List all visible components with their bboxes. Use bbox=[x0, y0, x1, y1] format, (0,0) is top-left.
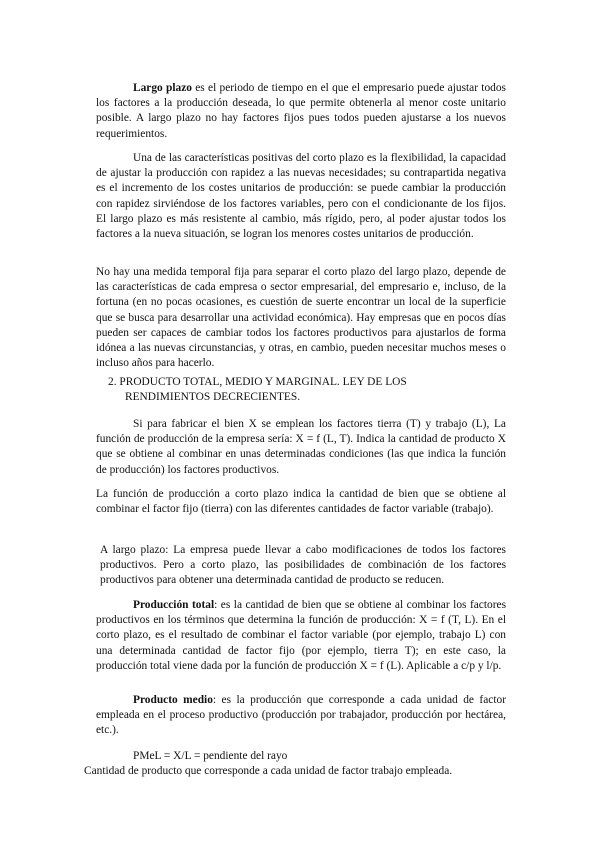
paragraph-largo-plazo bbox=[96, 81, 506, 142]
paragraph-largo-plazo-modificaciones bbox=[100, 543, 506, 589]
paragraph-text: es el periodo de tiempo en el que el empresario puede ajustar todos los factores a la producción deseada, lo que permite obtenerla al menor coste unitario posible. A largo plazo no hay factores fijos pues todos pueden ajustarse a los nuevos requerimientos. bbox=[96, 82, 506, 140]
term-produccion-total: Producción total bbox=[133, 599, 215, 611]
section-heading bbox=[108, 375, 508, 405]
heading-line-2: RENDIMIENTOS DECRECIENTES. bbox=[125, 391, 301, 404]
term-largo-plazo: Largo plazo bbox=[133, 82, 192, 94]
paragraph-produccion-total bbox=[96, 598, 506, 674]
paragraph-producto-medio bbox=[96, 693, 506, 739]
paragraph-text: No hay una medida temporal fija para separar el corto plazo del largo plazo, depende de las características de cada empresa o sector empresarial, del empresario e, incluso, de la fortuna (en no pocas ocasiones, es cuestión de suerte encontrar un local de la superficie que se busca para desarrollar una actividad económica). Hay empresas que en pocos días pueden ser capaces de cambiar todos los factores productivos para ajustarlos de forma idónea a las nuevas circunstancias, y otras, en cambio, pueden necesitar muchos meses o incluso años para hacerlo. bbox=[96, 266, 506, 370]
formula-caption: Cantidad de producto que corresponde a cada unidad de factor trabajo empleada. bbox=[84, 765, 453, 777]
paragraph-text: La función de producción a corto plazo indica la cantidad de bien que se obtiene al combinar el factor fijo (tierra) con las diferentes cantidades de factor variable (trabajo). bbox=[96, 488, 506, 516]
paragraph-medida-temporal bbox=[96, 265, 506, 371]
paragraph-text: Si para fabricar el bien X se emplean los factores tierra (T) y trabajo (L), La función de producción de la empresa sería: X = f (L, T). Indica la cantidad de producto X que se obtiene al combinar en unas determinadas condiciones (las que indica la función de producción) los factores productivos. bbox=[96, 418, 506, 476]
formula-pmel: PMeL = X/L = pendiente del rayo bbox=[133, 750, 288, 762]
paragraph-text: Una de las características positivas del corto plazo es la flexibilidad, la capacidad de ajustar la producción con rapidez a las nuevas necesidades; su contrapartida negativa es el incremento de los costes unitarios de producción: se puede cambiar la producción con rapidez sirviéndose de los factores variables, pero con el condicionante de los fijos. El largo plazo es más resistente al cambio, más rígido, pero, al poder ajustar todos los factores a la nueva situación, se logran los menores costes unitarios de producción. bbox=[96, 152, 506, 241]
paragraph-text: A largo plazo: La empresa puede llevar a cabo modificaciones de todos los factores productivos. Pero a corto plazo, las posibilidades de combinación de los factores productivos para obtener una determinada cantidad de producto se reducen. bbox=[100, 544, 506, 587]
paragraph-flexibilidad bbox=[96, 151, 506, 242]
heading-line-1: 2. PRODUCTO TOTAL, MEDIO Y MARGINAL. LEY DE LOS bbox=[108, 376, 407, 388]
paragraph-text: : es la cantidad de bien que se obtiene al combinar los factores productivos en los términos que determina la función de producción: X = f (T, L). En el corto plazo, es el resultado de combinar el factor variable (por ejemplo, trabajo L) con una determinada cantidad de factor fijo (por ejemplo, tierra T); en este caso, la producción total viene dada por la función de producción X = f (L). Aplicable a c/p y l/p. bbox=[96, 599, 506, 672]
paragraph-text: : es la producción que corresponde a cada unidad de factor empleada en el proceso productivo (producción por trabajador, producción por hectárea, etc.). bbox=[96, 694, 506, 737]
paragraph-funcion-produccion bbox=[96, 417, 506, 478]
paragraph-corto-plazo bbox=[96, 487, 506, 517]
term-producto-medio: Producto medio bbox=[133, 694, 213, 706]
